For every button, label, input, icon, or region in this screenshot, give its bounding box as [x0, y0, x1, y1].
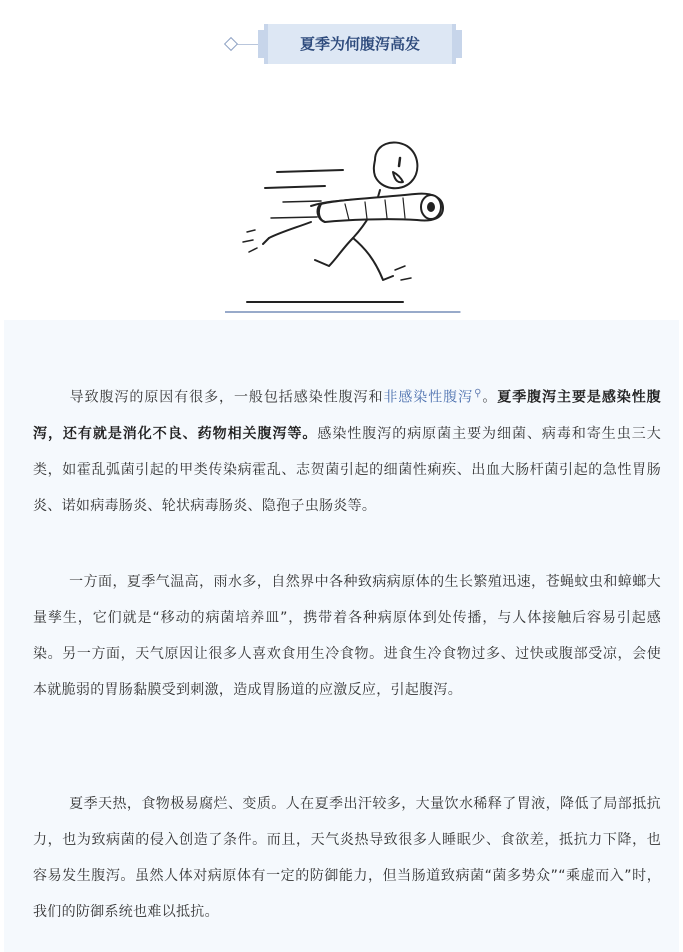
paragraph-text: 感染性腹泻的病原菌主要为细菌、病毒和寄生虫三大类，如霍乱弧菌引起的甲类传染病霍乱、志贺菌引起的细菌性痢疾、出血大肠杆菌引起的急性胃肠炎、诺如病毒肠炎、轮状病毒肠炎、隐孢子虫肠炎等。: [33, 425, 662, 514]
running-figure-illustration: [225, 120, 465, 315]
paragraph-text: 导致腹泻的原因有很多，一般包括感染性腹泻和: [69, 389, 384, 406]
non-infectious-diarrhea-link[interactable]: 非感染性腹泻: [383, 389, 474, 406]
paragraph-2: [33, 564, 661, 708]
section-header: [0, 22, 683, 68]
paragraph-text: 夏季天热，食物极易腐烂、变质。人在夏季出汗较多，大量饮水稀释了胃液，降低了局部抵抗力，也为致病菌的侵入创造了条件。而且，天气炎热导致很多人睡眠少、食欲差，抵抗力下降，也容易发生腹泻。虽然人体对病原体有一定的防御能力，但当肠道致病菌“菌多势众”“乘虚而入”时，我们的防御系统也难以抵抗。: [33, 796, 661, 920]
paragraph-3: [33, 786, 661, 930]
paragraph-1: [33, 376, 661, 524]
section-title: 夏季为何腹泻高发: [299, 35, 420, 53]
content-panel: [4, 320, 679, 952]
paragraph-bold-text: 夏季腹泻主要是感染性腹泻，还有就是消化不良、药物相关腹泻等。: [33, 389, 661, 442]
paragraph-text: 一方面，夏季气温高，雨水多，自然界中各种致病病原体的生长繁殖迅速，苍蝇蚊虫和蟑螂大量孳生，它们就是“移动的病菌培养皿”，携带着各种病原体到处传播，与人体接触后容易引起感染。另一方面，天气原因让很多人喜欢食用生冷食物。进食生冷食物过多、过快或腹部受凉，会使本就脆弱的胃肠黏膜受到刺激，造成胃肠道的应激反应，引起腹泻。: [33, 574, 661, 698]
paragraph-text: 。: [481, 389, 498, 406]
search-icon[interactable]: ⚲: [474, 388, 482, 399]
title-box: [262, 24, 458, 64]
diamond-icon: [224, 37, 238, 51]
